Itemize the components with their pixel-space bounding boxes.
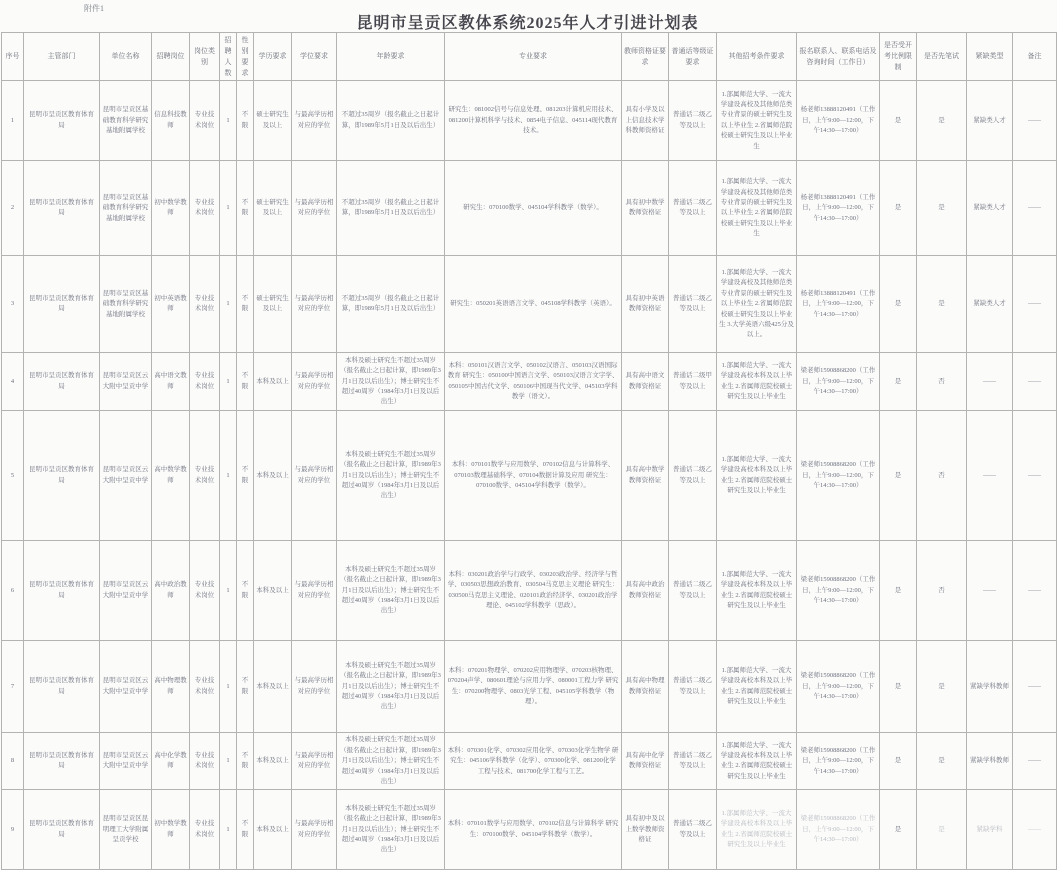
cell-xwyq: 与最高学历相对应的学位 bbox=[292, 81, 337, 161]
cell-lxr: 梁老师15908868200（工作日，上午9:00—12:00，下午14:30—17:00） bbox=[797, 790, 880, 870]
cell-jqlx: 紧缺学科 bbox=[967, 790, 1013, 870]
cell-nlyq: 本科及硕士研究生不超过35周岁（报名截止之日起计算，即1989年3月1日及以后出生）；博士研究生不超过40周岁（1984年3月1日及以后出生） bbox=[337, 641, 445, 733]
cell-zprs: 1 bbox=[220, 353, 237, 411]
cell-dwmc: 昆明市呈贡区云大附中呈贡中学 bbox=[100, 353, 152, 411]
cell-xlyq: 硕士研究生及以上 bbox=[254, 81, 292, 161]
cell-zprs: 1 bbox=[220, 411, 237, 541]
cell-xbyq: 不限 bbox=[237, 353, 254, 411]
column-header-zgbm: 主管部门 bbox=[24, 33, 100, 81]
column-header-qttj: 其他招考条件要求 bbox=[717, 33, 797, 81]
cell-xlyq: 本科及以上 bbox=[254, 790, 292, 870]
cell-qttj: 1.部属师范大学、一流大学建设高校本科及以上毕业生 2.省属师范院校硕士研究生及以上毕业生 bbox=[717, 541, 797, 641]
cell-xh: 5 bbox=[2, 411, 24, 541]
column-header-xh: 序号 bbox=[2, 33, 24, 81]
cell-nlyq: 本科及硕士研究生不超过35周岁（报名截止之日起计算，即1989年3月1日及以后出生）；博士研究生不超过40周岁（1984年3月1日及以后出生） bbox=[337, 353, 445, 411]
cell-jqlx: 紧缺学科教师 bbox=[967, 641, 1013, 733]
cell-xlyq: 本科及以上 bbox=[254, 411, 292, 541]
cell-xh: 1 bbox=[2, 81, 24, 161]
cell-zyyq: 本科：050101汉语言文学、050102汉语言、050103汉语国际教育 研究生：050100中国语言文学、050103汉语言文字学、050105中国古代文学、050106中国现当代文学、045103学科教学（语文）。 bbox=[445, 353, 622, 411]
cell-pth: 普通话二级乙等及以上 bbox=[669, 790, 717, 870]
cell-gwlb: 专业技术岗位 bbox=[190, 641, 220, 733]
cell-xbyq: 不限 bbox=[237, 161, 254, 256]
cell-nlyq: 不超过35周岁（报名截止之日起计算，即1989年5月1日及以后出生） bbox=[337, 81, 445, 161]
cell-xbs: 是 bbox=[917, 790, 967, 870]
cell-zgbm: 昆明市呈贡区教育体育局 bbox=[24, 81, 100, 161]
cell-pth: 普通话二级乙等及以上 bbox=[669, 733, 717, 790]
cell-bz: —— bbox=[1013, 541, 1057, 641]
table-header bbox=[2, 33, 1057, 81]
cell-qttj: 1.部属师范大学、一流大学建设高校本科及以上毕业生 2.省属师范院校硕士研究生及以上毕业生 bbox=[717, 641, 797, 733]
cell-gwlb: 专业技术岗位 bbox=[190, 353, 220, 411]
cell-nlyq: 不超过35周岁（报名截止之日起计算，即1989年5月1日及以后出生） bbox=[337, 256, 445, 353]
cell-jszgz: 具有初中数学教师资格证 bbox=[622, 161, 669, 256]
cell-xwyq: 与最高学历相对应的学位 bbox=[292, 733, 337, 790]
cell-zyyq: 研究生：070100数学、045104学科教学（数学）。 bbox=[445, 161, 622, 256]
cell-zpgw: 初中英语教师 bbox=[152, 256, 190, 353]
cell-jszgz: 具有高中语文教师资格证 bbox=[622, 353, 669, 411]
cell-xbs: 是 bbox=[917, 733, 967, 790]
column-header-gwlb: 岗位类别 bbox=[190, 33, 220, 81]
cell-lxr: 梁老师15908868200（工作日，上午9:00—12:00，下午14:30—17:00） bbox=[797, 353, 880, 411]
cell-lxr: 梁老师15908868200（工作日，上午9:00—12:00，下午14:30—17:00） bbox=[797, 411, 880, 541]
cell-xbs: 是 bbox=[917, 81, 967, 161]
column-header-kkbl: 是否受开考比例限制 bbox=[880, 33, 917, 81]
cell-xbyq: 不限 bbox=[237, 411, 254, 541]
cell-kkbl: 是 bbox=[880, 256, 917, 353]
cell-jszgz: 具有小学及以上信息技术学科教师资格证 bbox=[622, 81, 669, 161]
cell-kkbl: 是 bbox=[880, 733, 917, 790]
cell-dwmc: 昆明市呈贡区云大附中呈贡中学 bbox=[100, 411, 152, 541]
cell-gwlb: 专业技术岗位 bbox=[190, 541, 220, 641]
cell-zyyq: 研究生：081002信号与信息处理、081203计算机应用技术、081200计算机科学与技术、0854电子信息、045114现代教育技术。 bbox=[445, 81, 622, 161]
column-header-dwmc: 单位名称 bbox=[100, 33, 152, 81]
cell-zgbm: 昆明市呈贡区教育体育局 bbox=[24, 641, 100, 733]
cell-jqlx: 紧缺类人才 bbox=[967, 256, 1013, 353]
cell-qttj: 1.部属师范大学、一流大学建设高校及其他师范类专业背景的硕士研究生及以上毕业生 2.省属师范院校硕士研究生及以上毕业生 bbox=[717, 161, 797, 256]
cell-xlyq: 本科及以上 bbox=[254, 353, 292, 411]
cell-xh: 9 bbox=[2, 790, 24, 870]
cell-kkbl: 是 bbox=[880, 353, 917, 411]
cell-zpgw: 高中语文教师 bbox=[152, 353, 190, 411]
cell-gwlb: 专业技术岗位 bbox=[190, 256, 220, 353]
cell-bz: —— bbox=[1013, 353, 1057, 411]
cell-kkbl: 是 bbox=[880, 161, 917, 256]
cell-xh: 2 bbox=[2, 161, 24, 256]
cell-gwlb: 专业技术岗位 bbox=[190, 161, 220, 256]
table-header-row bbox=[2, 33, 1057, 81]
cell-xh: 6 bbox=[2, 541, 24, 641]
cell-jszgz: 具有高中物理教师资格证 bbox=[622, 641, 669, 733]
cell-zgbm: 昆明市呈贡区教育体育局 bbox=[24, 733, 100, 790]
table-row bbox=[2, 161, 1057, 256]
cell-lxr: 杨老师13888120491（工作日，上午9:00—12:00，下午14:30—17:00） bbox=[797, 81, 880, 161]
column-header-xwyq: 学位要求 bbox=[292, 33, 337, 81]
cell-zprs: 1 bbox=[220, 790, 237, 870]
cell-kkbl: 是 bbox=[880, 411, 917, 541]
cell-xwyq: 与最高学历相对应的学位 bbox=[292, 353, 337, 411]
cell-xbs: 是 bbox=[917, 256, 967, 353]
cell-zprs: 1 bbox=[220, 541, 237, 641]
cell-zpgw: 高中物理教师 bbox=[152, 641, 190, 733]
cell-pth: 普通话二级乙等及以上 bbox=[669, 81, 717, 161]
cell-qttj: 1.部属师范大学、一流大学建设高校及其他师范类专业背景的硕士研究生及以上毕业生 2.省属师范院校硕士研究生及以上毕业生 bbox=[717, 81, 797, 161]
cell-xlyq: 本科及以上 bbox=[254, 733, 292, 790]
cell-xbyq: 不限 bbox=[237, 641, 254, 733]
cell-zpgw: 初中数学教师 bbox=[152, 790, 190, 870]
cell-bz: —— bbox=[1013, 641, 1057, 733]
cell-xwyq: 与最高学历相对应的学位 bbox=[292, 256, 337, 353]
cell-jqlx: 紧缺学科教师 bbox=[967, 733, 1013, 790]
table-row bbox=[2, 353, 1057, 411]
cell-xbyq: 不限 bbox=[237, 81, 254, 161]
cell-gwlb: 专业技术岗位 bbox=[190, 81, 220, 161]
table-row bbox=[2, 790, 1057, 870]
cell-xwyq: 与最高学历相对应的学位 bbox=[292, 411, 337, 541]
cell-gwlb: 专业技术岗位 bbox=[190, 790, 220, 870]
cell-xwyq: 与最高学历相对应的学位 bbox=[292, 790, 337, 870]
cell-lxr: 梁老师15908868200（工作日，上午9:00—12:00，下午14:30—17:00） bbox=[797, 733, 880, 790]
cell-qttj: 1.部属师范大学、一流大学建设高校本科及以上毕业生 2.省属师范院校硕士研究生及以上毕业生 bbox=[717, 411, 797, 541]
cell-zyyq: 本科：070101数学与应用数学、070102信息与计算科学 研究生：070100数学、045104学科教学（数学）。 bbox=[445, 790, 622, 870]
cell-xbs: 否 bbox=[917, 411, 967, 541]
cell-zprs: 1 bbox=[220, 256, 237, 353]
cell-nlyq: 本科及硕士研究生不超过35周岁（报名截止之日起计算，即1989年3月1日及以后出生）；博士研究生不超过40周岁（1984年3月1日及以后出生） bbox=[337, 541, 445, 641]
column-header-xbs: 是否先笔试 bbox=[917, 33, 967, 81]
cell-zyyq: 本科：070301化学、070302应用化学、070303化学生物学 研究生：045106学科教学（化学）、070300化学、081200化学工程与技术、081700化学工程与工艺。 bbox=[445, 733, 622, 790]
table-row bbox=[2, 81, 1057, 161]
cell-nlyq: 本科及硕士研究生不超过35周岁（报名截止之日起计算，即1989年3月1日及以后出生）；博士研究生不超过40周岁（1984年3月1日及以后出生） bbox=[337, 733, 445, 790]
column-header-zyyq: 专业要求 bbox=[445, 33, 622, 81]
cell-bz: —— bbox=[1013, 161, 1057, 256]
cell-jqlx: 紧缺类人才 bbox=[967, 81, 1013, 161]
cell-pth: 普通话二级乙等及以上 bbox=[669, 411, 717, 541]
cell-zprs: 1 bbox=[220, 733, 237, 790]
cell-pth: 普通话二级乙等及以上 bbox=[669, 641, 717, 733]
cell-nlyq: 本科及硕士研究生不超过35周岁（报名截止之日起计算，即1989年3月1日及以后出生）；博士研究生不超过40周岁（1984年3月1日及以后出生） bbox=[337, 411, 445, 541]
cell-xbs: 是 bbox=[917, 161, 967, 256]
cell-xwyq: 与最高学历相对应的学位 bbox=[292, 161, 337, 256]
cell-qttj: 1.部属师范大学、一流大学建设高校本科及以上毕业生 2.省属师范院校硕士研究生及以上毕业生 bbox=[717, 790, 797, 870]
cell-xwyq: 与最高学历相对应的学位 bbox=[292, 541, 337, 641]
cell-jszgz: 具有高中数学教师资格证 bbox=[622, 411, 669, 541]
cell-jqlx: 紧缺类人才 bbox=[967, 161, 1013, 256]
cell-xlyq: 硕士研究生及以上 bbox=[254, 256, 292, 353]
cell-jqlx: —— bbox=[967, 411, 1013, 541]
cell-dwmc: 昆明市呈贡区基础教育科学研究基地附属学校 bbox=[100, 81, 152, 161]
cell-lxr: 梁老师15908868200（工作日，上午9:00—12:00，下午14:30—17:00） bbox=[797, 541, 880, 641]
cell-xh: 7 bbox=[2, 641, 24, 733]
cell-dwmc: 昆明市呈贡区基础教育科学研究基地附属学校 bbox=[100, 256, 152, 353]
recruitment-plan-table bbox=[1, 32, 1057, 870]
cell-gwlb: 专业技术岗位 bbox=[190, 733, 220, 790]
column-header-zprs: 招聘人数 bbox=[220, 33, 237, 81]
cell-pth: 普通话二级乙等及以上 bbox=[669, 541, 717, 641]
cell-jszgz: 具有初中及以上数学教师资格证 bbox=[622, 790, 669, 870]
cell-zprs: 1 bbox=[220, 161, 237, 256]
cell-kkbl: 是 bbox=[880, 641, 917, 733]
cell-xbyq: 不限 bbox=[237, 733, 254, 790]
cell-lxr: 梁老师15908868200（工作日，上午9:00—12:00，下午14:30—17:00） bbox=[797, 641, 880, 733]
cell-dwmc: 昆明市呈贡区云大附中呈贡中学 bbox=[100, 733, 152, 790]
cell-kkbl: 是 bbox=[880, 81, 917, 161]
cell-gwlb: 专业技术岗位 bbox=[190, 411, 220, 541]
column-header-lxr: 报名联系人、联系电话及咨询时间（工作日） bbox=[797, 33, 880, 81]
column-header-zpgw: 招聘岗位 bbox=[152, 33, 190, 81]
cell-zyyq: 本科：030201政治学与行政学、030203政治学、经济学与哲学、030503思想政治教育、030504马克思主义理论 研究生：030500马克思主义理论、020101政治经济学、030201政治学理论、045102学科教学（思政）。 bbox=[445, 541, 622, 641]
cell-xlyq: 本科及以上 bbox=[254, 641, 292, 733]
column-header-bz: 备注 bbox=[1013, 33, 1057, 81]
cell-zgbm: 昆明市呈贡区教育体育局 bbox=[24, 161, 100, 256]
cell-bz: —— bbox=[1013, 81, 1057, 161]
cell-zpgw: 信息科技教师 bbox=[152, 81, 190, 161]
cell-zpgw: 高中化学教师 bbox=[152, 733, 190, 790]
cell-kkbl: 是 bbox=[880, 790, 917, 870]
column-header-xbyq: 性别要求 bbox=[237, 33, 254, 81]
cell-pth: 普通话二级乙等及以上 bbox=[669, 256, 717, 353]
cell-jqlx: —— bbox=[967, 353, 1013, 411]
table-body bbox=[2, 81, 1057, 870]
cell-xh: 8 bbox=[2, 733, 24, 790]
cell-xlyq: 硕士研究生及以上 bbox=[254, 161, 292, 256]
cell-zgbm: 昆明市呈贡区教育体育局 bbox=[24, 256, 100, 353]
cell-bz: —— bbox=[1013, 411, 1057, 541]
cell-lxr: 杨老师13888120491（工作日，上午9:00—12:00，下午14:30—17:00） bbox=[797, 256, 880, 353]
column-header-jszgz: 教师资格证要求 bbox=[622, 33, 669, 81]
cell-jqlx: —— bbox=[967, 541, 1013, 641]
page-title: 昆明市呈贡区教体系统2025年人才引进计划表 bbox=[356, 15, 699, 32]
cell-dwmc: 昆明市呈贡区云大附中呈贡中学 bbox=[100, 641, 152, 733]
cell-xbyq: 不限 bbox=[237, 790, 254, 870]
column-header-xlyq: 学历要求 bbox=[254, 33, 292, 81]
cell-xbyq: 不限 bbox=[237, 256, 254, 353]
cell-xbyq: 不限 bbox=[237, 541, 254, 641]
cell-pth: 普通话二级乙等及以上 bbox=[669, 161, 717, 256]
cell-dwmc: 昆明市呈贡区云大附中呈贡中学 bbox=[100, 541, 152, 641]
cell-xlyq: 本科及以上 bbox=[254, 541, 292, 641]
cell-kkbl: 是 bbox=[880, 541, 917, 641]
cell-jszgz: 具有初中英语教师资格证 bbox=[622, 256, 669, 353]
cell-bz: —— bbox=[1013, 733, 1057, 790]
cell-zyyq: 本科：070101数学与应用数学、070102信息与计算科学、070103数理基础科学、070104数据计算及应用 研究生：070100数学、045104学科教学（数学）。 bbox=[445, 411, 622, 541]
cell-qttj: 1.部属师范大学、一流大学建设高校本科及以上毕业生 2.省属师范院校硕士研究生及以上毕业生 bbox=[717, 353, 797, 411]
column-header-pth: 普通话等级证要求 bbox=[669, 33, 717, 81]
cell-qttj: 1.部属师范大学、一流大学建设高校及其他师范类专业背景的硕士研究生及以上毕业生 2.省属师范院校硕士研究生及以上毕业生 3.大学英语六级425分及以上。 bbox=[717, 256, 797, 353]
cell-zgbm: 昆明市呈贡区教育体育局 bbox=[24, 411, 100, 541]
cell-bz: —— bbox=[1013, 790, 1057, 870]
cell-jszgz: 具有高中化学教师资格证 bbox=[622, 733, 669, 790]
cell-zprs: 1 bbox=[220, 641, 237, 733]
cell-qttj: 1.部属师范大学、一流大学建设高校本科及以上毕业生 2.省属师范院校硕士研究生及以上毕业生 bbox=[717, 733, 797, 790]
cell-zpgw: 高中数学教师 bbox=[152, 411, 190, 541]
column-header-nlyq: 年龄要求 bbox=[337, 33, 445, 81]
cell-xbs: 否 bbox=[917, 353, 967, 411]
attachment-label: 附件1 bbox=[84, 4, 104, 13]
cell-dwmc: 昆明市呈贡区基础教育科学研究基地附属学校 bbox=[100, 161, 152, 256]
cell-xbs: 是 bbox=[917, 641, 967, 733]
cell-zpgw: 初中数学教师 bbox=[152, 161, 190, 256]
table-row bbox=[2, 641, 1057, 733]
table-row bbox=[2, 256, 1057, 353]
cell-zgbm: 昆明市呈贡区教育体育局 bbox=[24, 541, 100, 641]
table-row bbox=[2, 411, 1057, 541]
cell-xwyq: 与最高学历相对应的学位 bbox=[292, 641, 337, 733]
cell-bz: —— bbox=[1013, 256, 1057, 353]
cell-zprs: 1 bbox=[220, 81, 237, 161]
cell-zpgw: 高中政治教师 bbox=[152, 541, 190, 641]
cell-lxr: 杨老师13888120491（工作日，上午9:00—12:00，下午14:30—17:00） bbox=[797, 161, 880, 256]
cell-nlyq: 本科及硕士研究生不超过35周岁（报名截止之日起计算，即1989年3月1日及以后出生）；博士研究生不超过40周岁（1984年3月1日及以后出生） bbox=[337, 790, 445, 870]
cell-dwmc: 昆明市呈贡区昆明理工大学附属呈贡学校 bbox=[100, 790, 152, 870]
cell-xbs: 否 bbox=[917, 541, 967, 641]
table-row bbox=[2, 733, 1057, 790]
cell-jszgz: 具有高中政治教师资格证 bbox=[622, 541, 669, 641]
cell-zgbm: 昆明市呈贡区教育体育局 bbox=[24, 790, 100, 870]
cell-pth: 普通话二级甲等及以上 bbox=[669, 353, 717, 411]
cell-zyyq: 本科：070201物理学、070202应用物理学、070203核物理、070204声学、080601理论与应用力学、080001工程力学 研究生：070200物理学、0803光学工程、045105学科教学（物理）。 bbox=[445, 641, 622, 733]
cell-nlyq: 不超过35周岁（报名截止之日起计算，即1989年5月1日及以后出生） bbox=[337, 161, 445, 256]
cell-xh: 3 bbox=[2, 256, 24, 353]
cell-zgbm: 昆明市呈贡区教育体育局 bbox=[24, 353, 100, 411]
table-row bbox=[2, 541, 1057, 641]
column-header-jqlx: 紧缺类型 bbox=[967, 33, 1013, 81]
cell-zyyq: 研究生：050201英语语言文学、045108学科教学（英语）。 bbox=[445, 256, 622, 353]
cell-xh: 4 bbox=[2, 353, 24, 411]
